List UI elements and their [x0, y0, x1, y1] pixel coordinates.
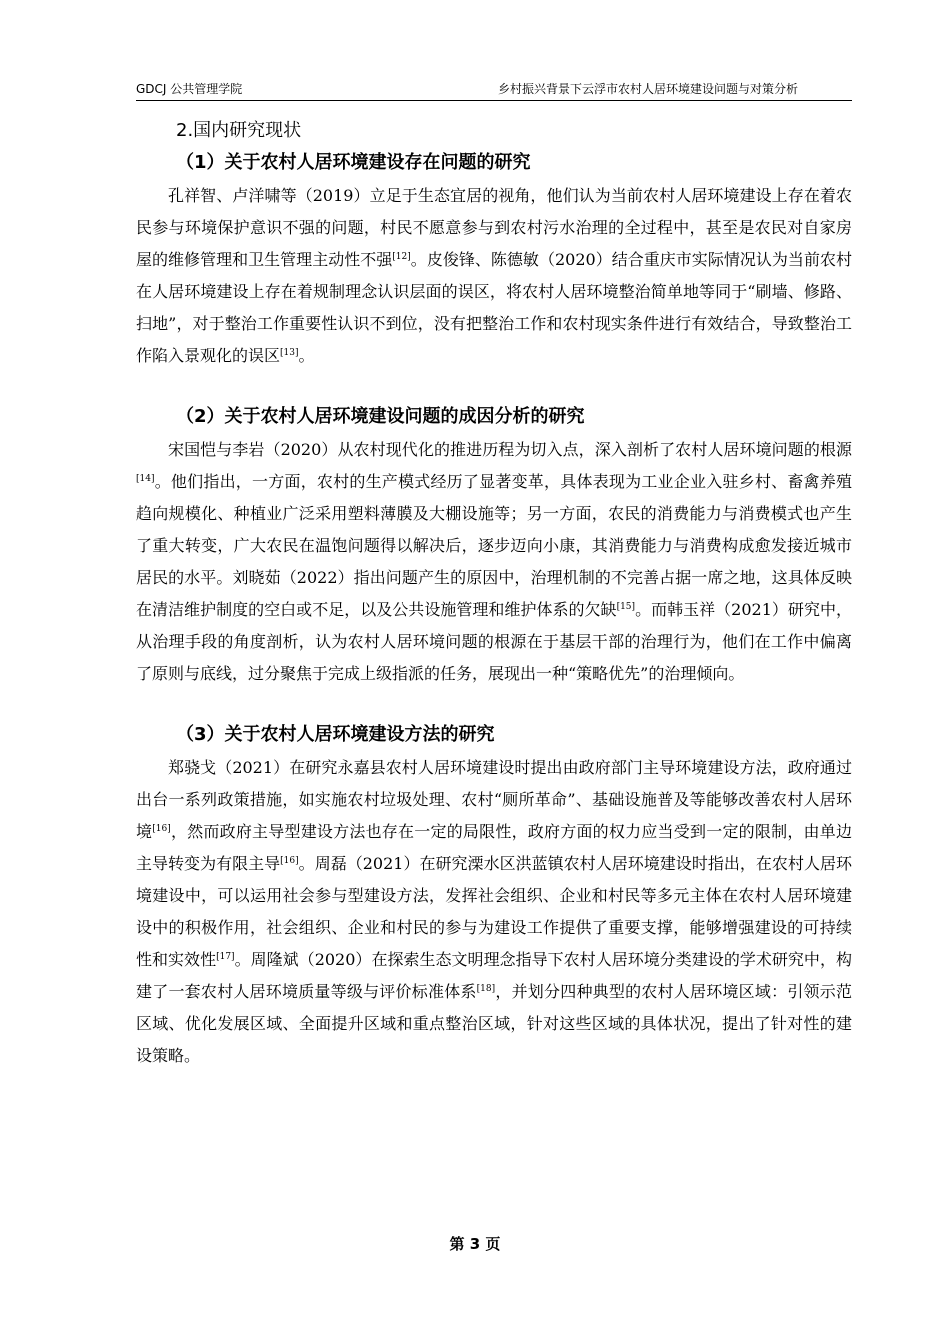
paragraph-text: 孔祥智、卢洋啸等（2019）立足于生态宜居的视角，他们认为当前农村人居环境建设上存在着农民参与环境保护意识不强的问题，村民不愿意参与到农村污水治理的全过程中，甚至是农民对自家房屋的维修管理和卫生管理主动性不强 [136, 186, 852, 269]
paragraph-text: 。而韩玉祥（2021）研究中，从治理手段的角度剖析，认为农村人居环境问题的根源在于基层干部的治理行为，他们在工作中偏离了原则与底线，过分聚焦于完成上级指派的任务，展现出一种“策略优先”的治理倾向。 [136, 600, 852, 683]
citation-ref: [14] [136, 474, 155, 484]
paragraph-text: 。他们指出，一方面，农村的生产模式经历了显著变革，具体表现为工业企业入驻乡村、畜禽养殖趋向规模化、种植业广泛采用塑料薄膜及大棚设施等；另一方面，农民的消费能力与消费模式也产生了重大转变，广大农民在温饱问题得以解决后，逐步迈向小康，其消费能力与消费构成愈发接近城市居民的水平。刘晓茹（2022）指出问题产生的原因中，治理机制的不完善占据一席之地，这具体反映在清洁维护制度的空白或不足，以及公共设施管理和维护体系的欠缺 [136, 472, 852, 619]
citation-ref: [18] [476, 984, 496, 994]
header-thesis-title: 乡村振兴背景下云浮市农村人居环境建设问题与对策分析 [497, 82, 798, 96]
page-body [136, 116, 852, 1072]
paragraph-text: 。周磊（2021）在研究溧水区洪蓝镇农村人居环境建设时指出，在农村人居环境建设中，可以运用社会参与型建设方法，发挥社会组织、企业和村民等多元主体在农村人居环境建设中的积极作用，社会组织、企业和村民的参与为建设工作提供了重要支撑，能够增强建设的可持续性和实效性 [136, 854, 852, 969]
citation-ref: [12] [392, 252, 411, 262]
header-institution: GDCJ 公共管理学院 [136, 82, 243, 96]
citation-ref: [16] [152, 824, 171, 834]
paragraph-text: 。周隆斌（2020）在探索生态文明理念指导下农村人居环境分类建设的学术研究中，构建了一套农村人居环境质量等级与评价标准体系 [136, 950, 852, 1001]
paragraph-1 [136, 180, 852, 372]
citation-ref: [13] [280, 348, 299, 358]
paragraph-text: 。皮俊锋、陈德敏（2020）结合重庆市实际情况认为当前农村在人居环境建设上存在着规制理念认识层面的误区，将农村人居环境整治简单地等同于“刷墙、修路、扫地”，对于整治工作重要性认识不到位，没有把整治工作和农村现实条件进行有效结合，导致整治工作陷入景观化的误区 [136, 250, 852, 365]
paragraph-text: 郑骁戈（2021）在研究永嘉县农村人居环境建设时提出由政府部门主导环境建设方法，政府通过出台一系列政策措施，如实施农村垃圾处理、农村“厕所革命”、基础设施普及等能够改善农村人居环境 [136, 758, 852, 841]
citation-ref: [15] [616, 602, 636, 612]
subsection-heading-1: （1）关于农村人居环境建设存在问题的研究 [176, 152, 531, 173]
paragraph-text: 宋国恺与李岩（2020）从农村现代化的推进历程为切入点，深入剖析了农村人居环境问题的根源 [168, 440, 852, 459]
page-header [136, 80, 852, 101]
paragraph-2 [136, 434, 852, 690]
page-number: 第 3 页 [449, 1235, 501, 1253]
subsection-heading-3: （3）关于农村人居环境建设方法的研究 [176, 724, 495, 745]
paragraph-3 [136, 752, 852, 1072]
citation-ref: [16] [280, 856, 299, 866]
paragraph-text: ，并划分四种典型的农村人居环境区域：引领示范区域、优化发展区域、全面提升区域和重点整治区域，针对这些区域的具体状况，提出了针对性的建设策略。 [136, 982, 852, 1065]
citation-ref: [17] [216, 952, 235, 962]
paragraph-text: ，然而政府主导型建设方法也存在一定的局限性，政府方面的权力应当受到一定的限制，由单边主导转变为有限主导 [136, 822, 852, 873]
section-heading: 2.国内研究现状 [176, 120, 302, 141]
subsection-heading-2: （2）关于农村人居环境建设问题的成因分析的研究 [176, 406, 585, 427]
paragraph-text: 。 [298, 346, 315, 365]
